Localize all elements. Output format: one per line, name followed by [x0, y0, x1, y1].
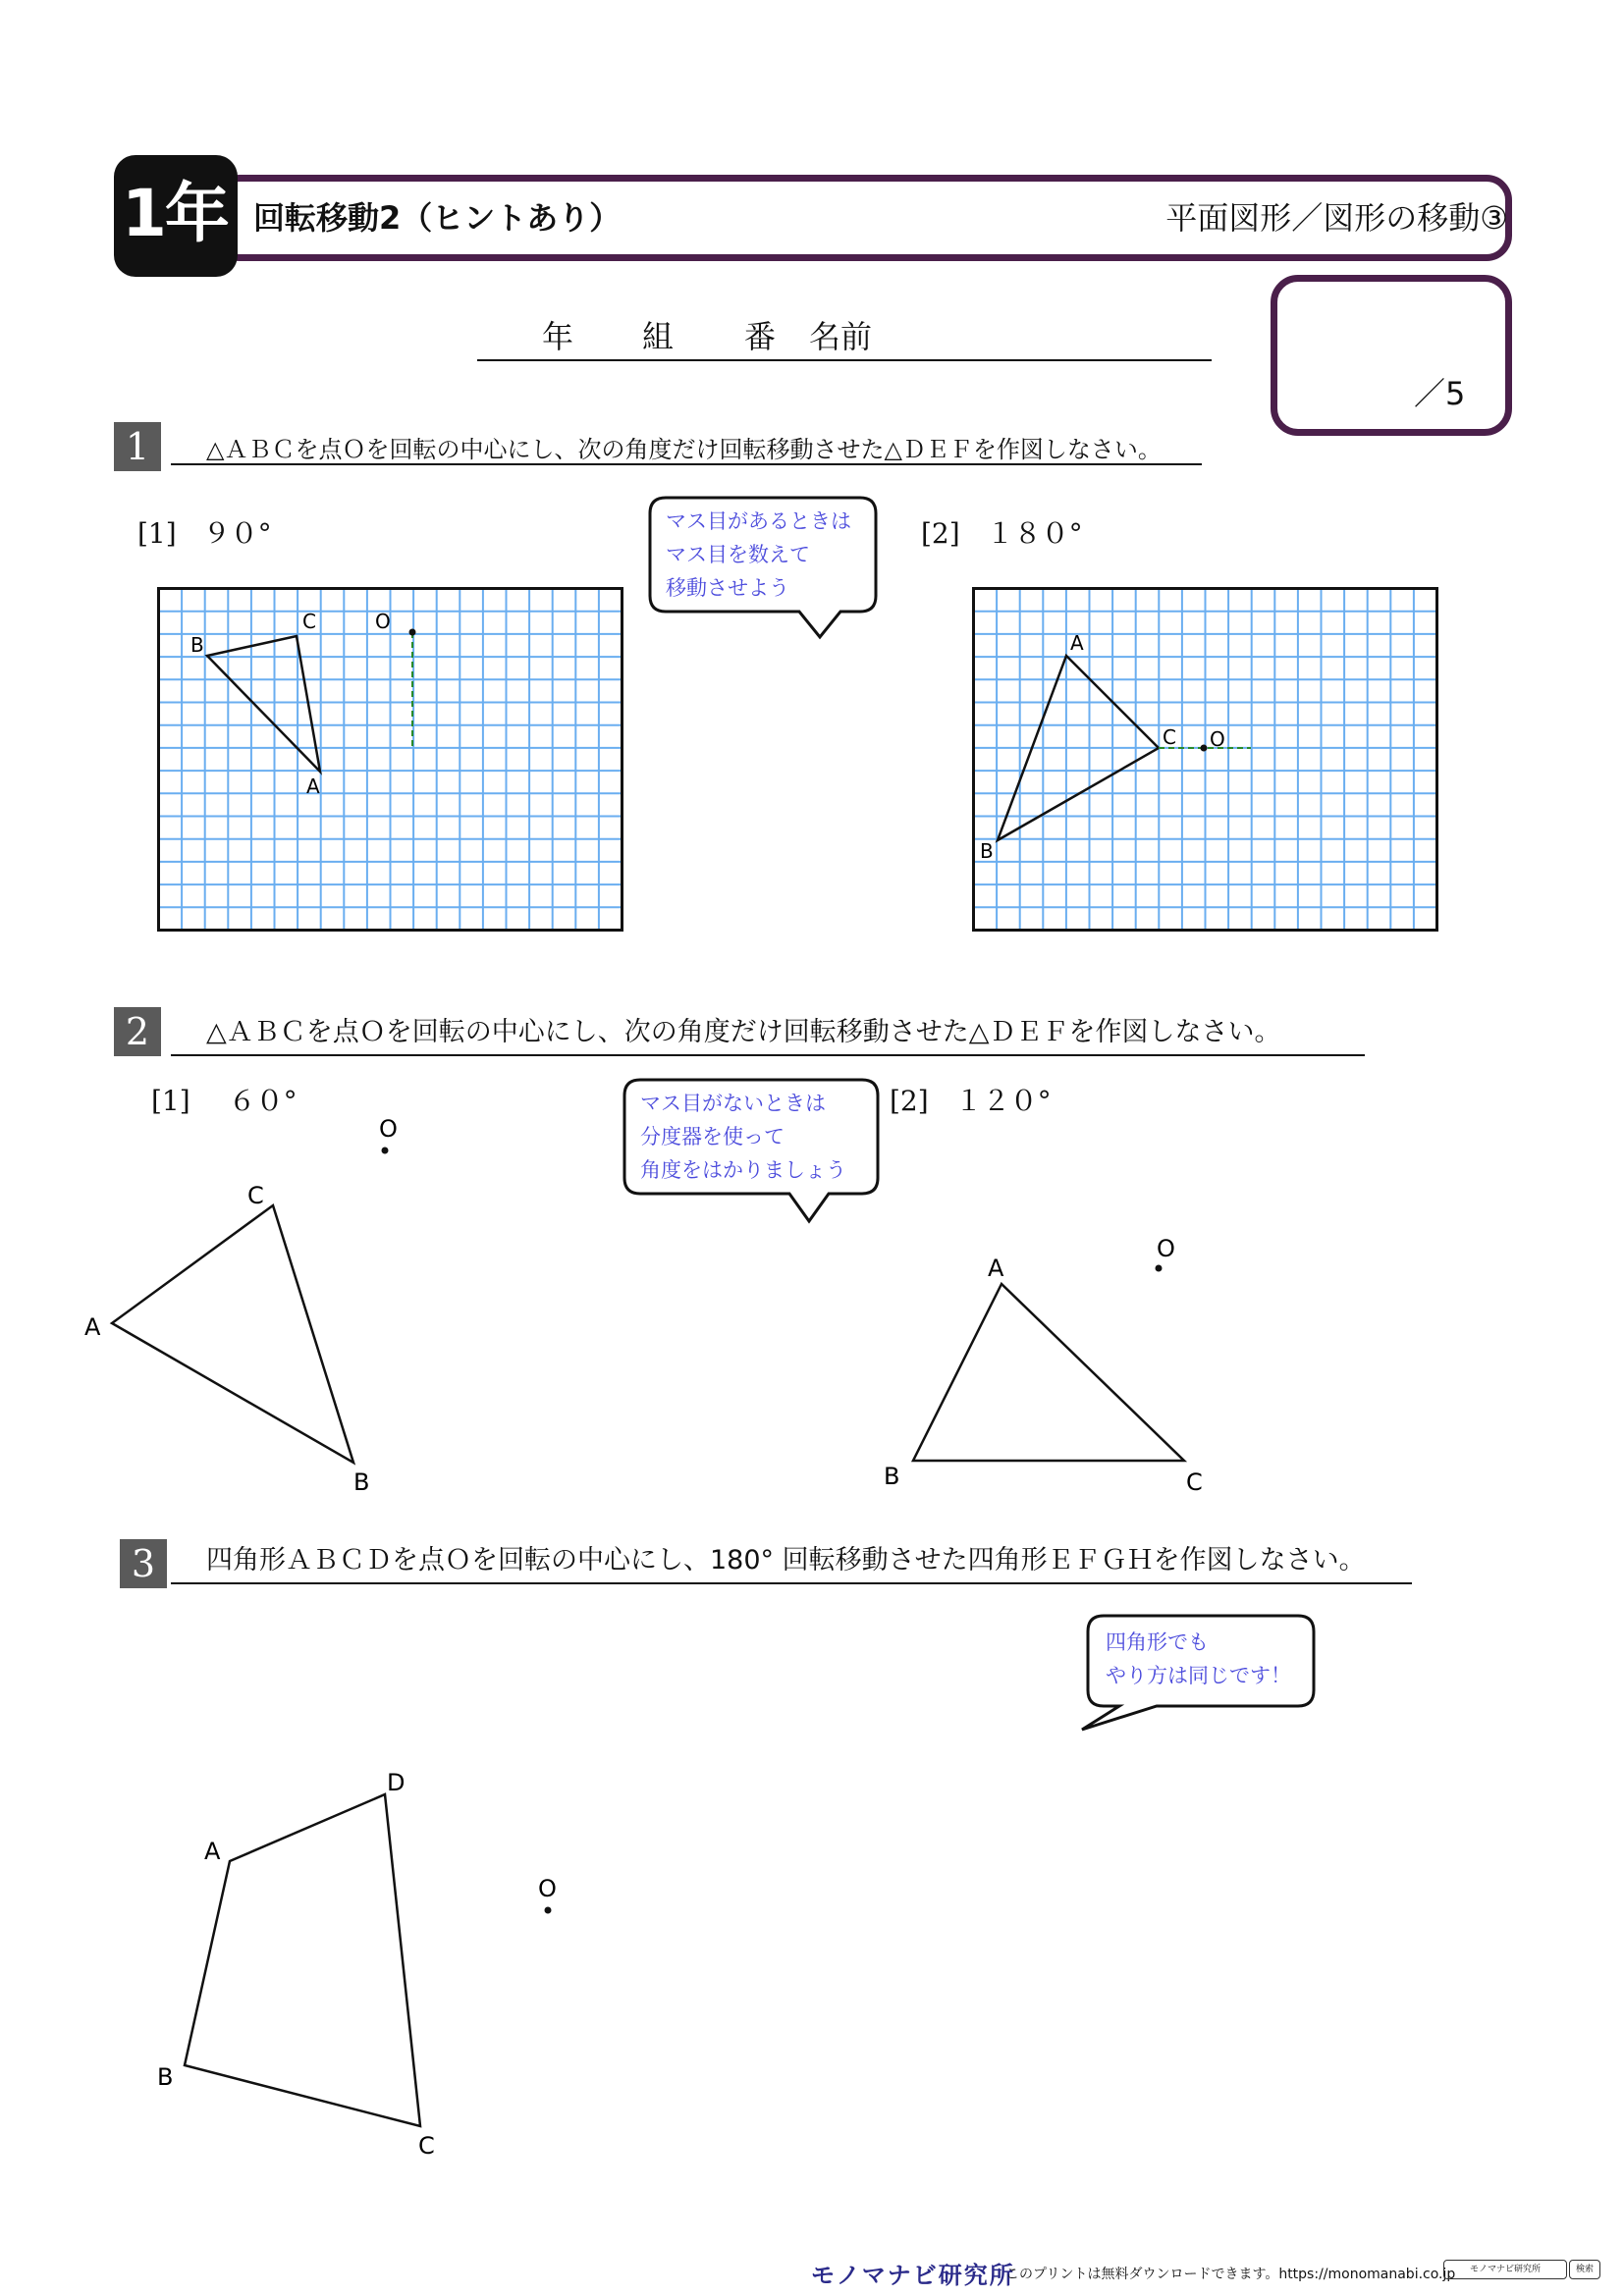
label-ban: 番	[744, 318, 777, 355]
s2-1-label-a: A	[84, 1313, 101, 1341]
hint-bubble-3	[1090, 1620, 1314, 1698]
s1-grid-1	[157, 587, 628, 934]
s3-label-c: C	[418, 2132, 435, 2160]
s3-label-d: D	[387, 1769, 406, 1796]
s2-2-label-o: O	[1157, 1235, 1175, 1262]
label-nen: 年	[542, 318, 574, 355]
worksheet-title: 回転移動2（ヒントあり）	[253, 199, 622, 237]
s3-label-a: A	[204, 1838, 221, 1865]
footer-note: このプリントは無料ダウンロードできます。https://monomanabi.co.jp	[1005, 2267, 1456, 2282]
s1-2-label-o: O	[1210, 727, 1225, 751]
label-namae: 名前	[809, 318, 873, 355]
s2-figures	[0, 1099, 1624, 1512]
s1-item-1-angle: ９０°	[202, 517, 272, 550]
s3-figure	[0, 1747, 785, 2160]
section-3-number: 3	[120, 1539, 167, 1588]
s1-2-label-b: B	[980, 839, 994, 863]
s2-1-point-o	[382, 1148, 389, 1154]
s2-1-triangle-abc	[112, 1205, 353, 1463]
score-box	[1271, 275, 1512, 436]
s3-label-o: O	[538, 1875, 557, 1902]
section-1-instruction: △ＡＢＣを点Ｏを回転の中心にし、次の角度だけ回転移動させた△ＤＥＦを作図しなさい。	[206, 436, 1162, 463]
hint-3-line-2: やり方は同じです！	[1106, 1664, 1291, 1687]
s1-1-label-c: C	[302, 610, 316, 633]
hint-2-line-2: 分度器を使って	[640, 1125, 785, 1148]
section-3-instruction: 四角形ＡＢＣＤを点Ｏを回転の中心にし、180° 回転移動させた四角形ＥＦＧＨを作図しなさい。	[206, 1545, 1366, 1575]
s1-2-point-o	[1201, 745, 1208, 752]
s2-item-2-angle: １２０°	[954, 1085, 1052, 1117]
s3-label-b: B	[157, 2063, 174, 2091]
s1-1-point-o	[409, 629, 416, 636]
s1-item-1-no: [1]	[137, 517, 177, 550]
worksheet-subject: 平面図形／図形の移動③	[1165, 199, 1508, 237]
section-2-underline	[171, 1054, 1365, 1056]
s2-item-1-no: [1]	[151, 1085, 190, 1117]
s2-1-label-b: B	[353, 1468, 370, 1496]
hint-2-line-1: マス目がないときは	[640, 1092, 826, 1115]
section-2-number: 2	[114, 1007, 161, 1056]
s1-grid-2	[972, 587, 1443, 934]
s2-2-label-c: C	[1186, 1468, 1203, 1496]
hint-1-line-1: マス目があるときは	[666, 509, 851, 533]
s1-2-label-a: A	[1070, 631, 1084, 655]
section-1-number: 1	[114, 422, 161, 471]
s1-1-label-a: A	[306, 774, 320, 798]
hint-bubble-1	[650, 499, 876, 611]
label-kumi: 組	[642, 318, 675, 355]
s1-1-label-o: O	[375, 610, 391, 633]
s2-item-1-angle: ６０°	[228, 1085, 298, 1117]
s2-2-point-o	[1156, 1265, 1163, 1272]
name-line	[477, 318, 1212, 361]
s2-2-label-a: A	[988, 1255, 1004, 1282]
s1-2-label-c: C	[1163, 725, 1176, 749]
s1-item-2-angle: １８０°	[986, 517, 1083, 550]
score-total: ／5	[1414, 375, 1466, 412]
hint-3-line-1: 四角形でも	[1106, 1630, 1209, 1654]
s1-item-1-label	[137, 516, 272, 552]
s2-1-label-c: C	[247, 1182, 264, 1209]
footer-search-box[interactable]: モノマナビ研究所	[1443, 2260, 1567, 2279]
s1-item-2-no: [2]	[921, 517, 960, 550]
s1-1-label-b: B	[190, 633, 204, 657]
s2-item-2-no: [2]	[890, 1085, 929, 1117]
hint-2-line-3: 角度をはかりましょう	[640, 1158, 846, 1182]
footer-search-button[interactable]: 検索	[1569, 2260, 1600, 2279]
grid-2-lines	[974, 589, 1437, 931]
s2-1-label-o: O	[379, 1115, 398, 1143]
grade-label: 1年	[122, 176, 228, 251]
section-2-instruction: △ＡＢＣを点Ｏを回転の中心にし、次の角度だけ回転移動させた△ＤＥＦを作図しなさい。	[206, 1017, 1281, 1047]
s1-item-2-label	[921, 516, 1083, 552]
grid-1-lines	[159, 589, 623, 931]
section-3-underline	[171, 1582, 1412, 1584]
s2-2-triangle-abc	[913, 1284, 1184, 1461]
hint-1-line-2: マス目を数えて	[666, 543, 810, 566]
s2-2-label-b: B	[884, 1463, 900, 1490]
hint-1-line-3: 移動させよう	[666, 576, 789, 600]
s3-point-o	[545, 1907, 552, 1914]
footer-logo: モノマナビ研究所	[811, 2262, 1015, 2289]
